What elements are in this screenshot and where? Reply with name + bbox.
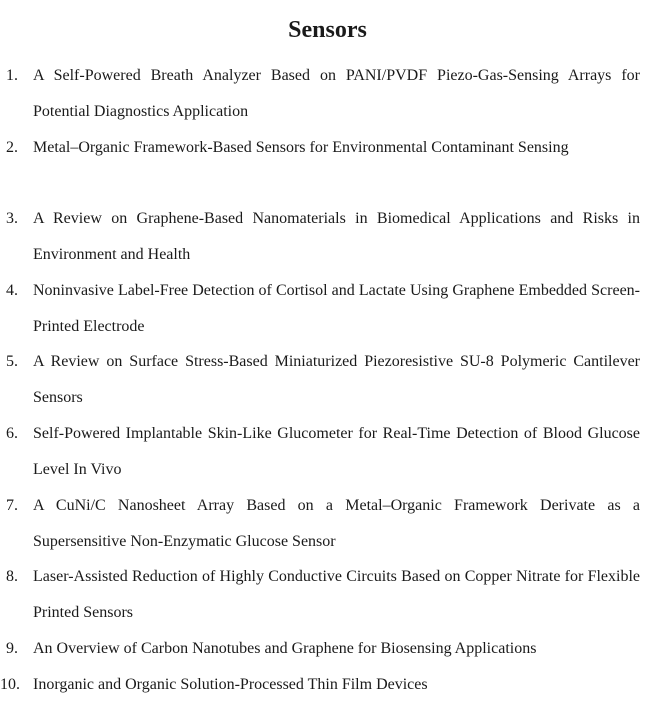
item-number: 7. xyxy=(6,496,18,514)
item-title: A Review on Surface Stress-Based Miniaturized Piezoresistive SU-8 Polymeric Cantilever Sensors xyxy=(33,353,640,407)
item-title: Noninvasive Label-Free Detection of Cortisol and Lactate Using Graphene Embedded Screen-Printed Electrode xyxy=(33,281,640,335)
list-item xyxy=(0,667,655,703)
item-title: A Review on Graphene-Based Nanomaterials in Biomedical Applications and Risks in Environment and Health xyxy=(33,210,640,264)
item-number: 10. xyxy=(0,675,20,693)
list-item xyxy=(0,273,655,345)
item-number: 3. xyxy=(6,210,18,228)
list-item xyxy=(0,344,655,416)
item-number: 1. xyxy=(6,67,18,84)
list-item xyxy=(0,201,655,273)
item-number: 2. xyxy=(6,138,18,156)
list-item xyxy=(0,416,655,488)
item-number: 4. xyxy=(6,281,18,299)
item-title: A CuNi/C Nanosheet Array Based on a Metal–Organic Framework Derivate as a Supersensitive Non-Enzymatic Glucose Sensor xyxy=(33,496,640,550)
list-item xyxy=(0,559,655,631)
list-item xyxy=(0,130,655,202)
item-title: Inorganic and Organic Solution-Processed Thin Film Devices xyxy=(33,675,428,693)
item-title: Laser-Assisted Reduction of Highly Conductive Circuits Based on Copper Nitrate for Flexible Printed Sensors xyxy=(33,568,640,622)
article-list xyxy=(0,58,655,703)
item-number: 8. xyxy=(6,568,18,586)
item-title: Self-Powered Implantable Skin-Like Glucometer for Real-Time Detection of Blood Glucose Level In Vivo xyxy=(33,424,640,478)
page-title: Sensors xyxy=(288,17,367,43)
list-item xyxy=(0,488,655,560)
item-title: A Self-Powered Breath Analyzer Based on PANI/PVDF Piezo-Gas-Sensing Arrays for Potential Diagnostics Application xyxy=(33,67,640,120)
list-item xyxy=(0,58,655,130)
item-number: 5. xyxy=(6,353,18,371)
item-number: 9. xyxy=(6,639,18,657)
list-item xyxy=(0,631,655,667)
item-title: An Overview of Carbon Nanotubes and Graphene for Biosensing Applications xyxy=(33,639,537,657)
item-title: Metal–Organic Framework-Based Sensors for Environmental Contaminant Sensing xyxy=(33,138,569,156)
item-number: 6. xyxy=(6,424,18,442)
